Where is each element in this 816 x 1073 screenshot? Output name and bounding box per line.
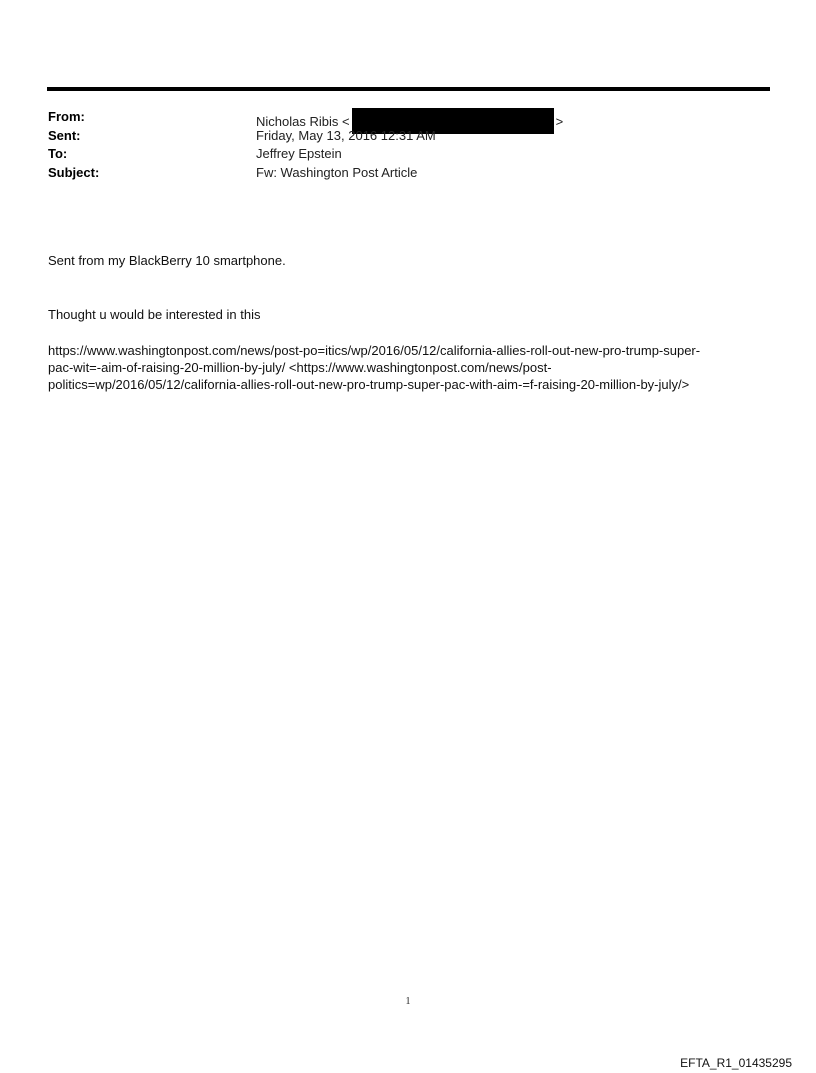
email-signature: Sent from my BlackBerry 10 smartphone. xyxy=(48,253,286,268)
to-value: Jeffrey Epstein xyxy=(256,146,342,161)
header-divider-rule xyxy=(47,87,770,91)
sent-value: Friday, May 13, 2016 12:31 AM xyxy=(256,127,436,143)
page-number: 1 xyxy=(405,996,411,1007)
email-close-bracket: > xyxy=(555,114,564,129)
sent-label: Sent: xyxy=(48,127,81,143)
subject-label: Subject: xyxy=(48,164,100,180)
to-row xyxy=(48,145,768,164)
url-line: pac-wit=-aim-of-raising-20-million-by-july/ <https://www.washingtonpost.com/news/post- xyxy=(48,360,552,375)
subject-row xyxy=(48,164,768,183)
email-open-bracket: < xyxy=(342,114,350,129)
document-id: EFTA_R1_01435295 xyxy=(680,1056,792,1070)
url-line: politics=wp/2016/05/12/california-allies-roll-out-new-pro-trump-super-pac-with-aim-=f-raising-20-million-by-july/> xyxy=(48,377,690,392)
email-note: Thought u would be interested in this xyxy=(48,307,261,322)
sent-row xyxy=(48,127,768,146)
sender-name: Nicholas Ribis xyxy=(256,114,339,129)
to-label: To: xyxy=(48,146,68,161)
from-label: From: xyxy=(48,109,85,124)
from-row xyxy=(48,108,768,127)
url-line: https://www.washingtonpost.com/news/post-po=itics/wp/2016/05/12/california-allies-roll-out-new-pro-trump-super- xyxy=(48,343,701,358)
subject-value: Fw: Washington Post Article xyxy=(256,164,418,180)
email-header xyxy=(48,108,768,182)
article-url-block xyxy=(48,342,773,393)
